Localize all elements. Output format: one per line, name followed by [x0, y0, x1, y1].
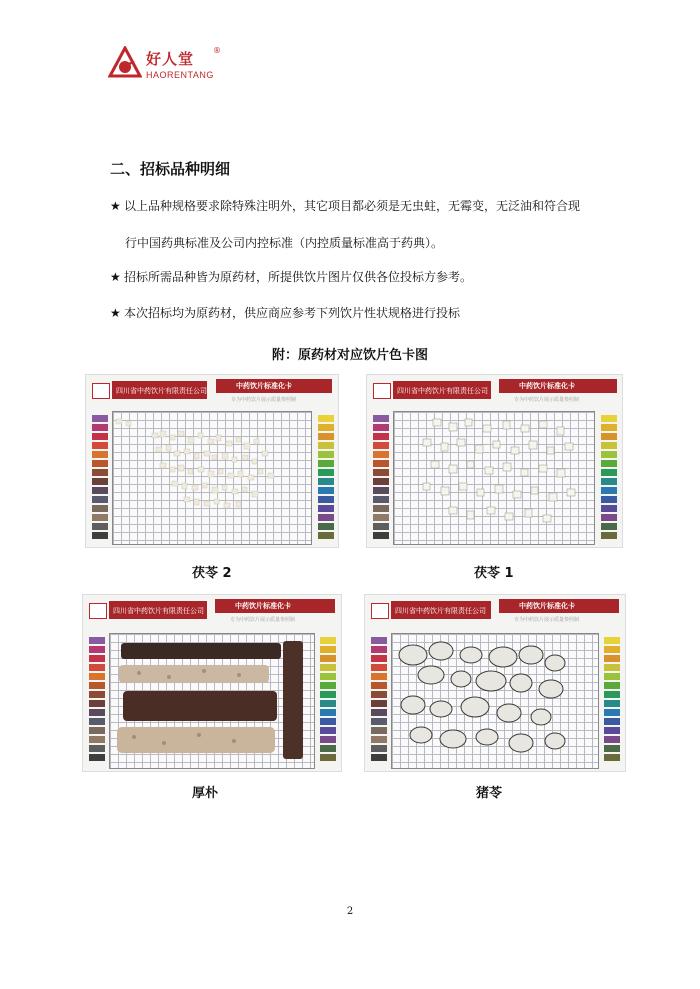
color-swatch [92, 487, 108, 494]
color-card-fuling1 [366, 374, 623, 548]
color-swatch [92, 523, 108, 530]
star-icon: ★ [110, 270, 121, 284]
color-swatch [371, 718, 387, 725]
caption-houpu: 厚朴 [192, 786, 219, 801]
card-logo-icon [373, 383, 391, 399]
specimen-fuling-cubes [393, 411, 593, 543]
color-swatch [89, 700, 105, 707]
card-logo-icon [89, 603, 107, 619]
color-swatch [371, 673, 387, 680]
color-swatches-right [320, 637, 336, 763]
color-swatch [373, 505, 389, 512]
color-swatch [604, 718, 620, 725]
color-swatch [89, 637, 105, 644]
color-swatch [604, 664, 620, 671]
color-swatch [89, 745, 105, 752]
color-swatch [601, 505, 617, 512]
color-swatch [89, 727, 105, 734]
color-swatch [371, 727, 387, 734]
color-swatches-right [601, 415, 617, 541]
color-swatches-left [373, 415, 389, 541]
color-swatch [318, 424, 334, 431]
bullet-3 [110, 306, 460, 320]
card-logo-icon [92, 383, 110, 399]
bullet-3-text: 本次招标均为原药材，供应商应参考下列饮片性状规格进行投标 [124, 306, 461, 320]
color-swatch [318, 532, 334, 539]
card-company: 四川省中药饮片有限责任公司 [113, 607, 204, 615]
color-swatch [604, 736, 620, 743]
color-swatch [371, 754, 387, 761]
color-swatch [92, 496, 108, 503]
color-swatch [371, 736, 387, 743]
color-swatch [371, 745, 387, 752]
color-swatch [320, 655, 336, 662]
color-swatch [89, 664, 105, 671]
color-swatch [604, 700, 620, 707]
card-title: 中药饮片标准化卡 [519, 382, 575, 390]
card-company: 四川省中药饮片有限责任公司 [397, 387, 488, 395]
color-swatch [320, 637, 336, 644]
card-company: 四川省中药饮片有限责任公司 [395, 607, 486, 615]
color-swatch [92, 532, 108, 539]
color-swatch [371, 709, 387, 716]
color-swatch [92, 505, 108, 512]
logo-mark-icon [108, 46, 142, 80]
color-swatch [601, 514, 617, 521]
color-swatch [371, 664, 387, 671]
color-swatch [371, 682, 387, 689]
card-subtitle: 专为中药饮片展示质量参照制 [231, 397, 297, 403]
color-swatches-left [92, 415, 108, 541]
color-swatch [92, 424, 108, 431]
bullet-1-continuation: 行中国药典标准及公司内控标准（内控质量标准高于药典）。 [125, 236, 444, 250]
color-swatches-left [89, 637, 105, 763]
color-swatch [371, 637, 387, 644]
color-swatch [89, 754, 105, 761]
color-swatch [601, 433, 617, 440]
card-subtitle: 专为中药饮片展示质量参照制 [514, 617, 580, 623]
caption-fuling2: 茯苓 2 [192, 566, 232, 581]
card-title: 中药饮片标准化卡 [236, 382, 292, 390]
logo-name-cn: 好人堂 [146, 50, 195, 68]
color-swatch [320, 664, 336, 671]
specimen-houpu-bark [109, 633, 313, 767]
color-swatch [318, 460, 334, 467]
color-swatch [373, 424, 389, 431]
color-swatch [604, 637, 620, 644]
color-swatch [320, 718, 336, 725]
color-swatch [320, 646, 336, 653]
color-swatch [92, 451, 108, 458]
card-logo-icon [371, 603, 389, 619]
color-swatch [318, 505, 334, 512]
color-swatch [92, 442, 108, 449]
color-swatch [373, 487, 389, 494]
color-swatch [371, 655, 387, 662]
color-swatch [601, 496, 617, 503]
color-swatch [601, 442, 617, 449]
color-card-zhuling [364, 594, 626, 772]
color-swatch [373, 478, 389, 485]
color-swatch [92, 415, 108, 422]
card-title: 中药饮片标准化卡 [519, 602, 575, 610]
color-swatches-right [604, 637, 620, 763]
color-swatch [92, 469, 108, 476]
color-swatch [373, 532, 389, 539]
bullet-1 [110, 199, 580, 213]
color-swatch [89, 736, 105, 743]
color-swatch [320, 682, 336, 689]
color-swatch [601, 478, 617, 485]
color-swatch [92, 514, 108, 521]
color-swatch [318, 442, 334, 449]
color-swatch [92, 478, 108, 485]
color-swatch [320, 709, 336, 716]
card-title: 中药饮片标准化卡 [235, 602, 291, 610]
color-swatches-right [318, 415, 334, 541]
color-swatch [373, 415, 389, 422]
color-swatch [320, 727, 336, 734]
color-swatch [89, 682, 105, 689]
color-swatch [89, 673, 105, 680]
color-swatch [371, 646, 387, 653]
color-swatch [373, 460, 389, 467]
figure-title: 附：原药材对应饮片色卡图 [271, 348, 428, 363]
color-swatch [601, 451, 617, 458]
color-swatch [318, 433, 334, 440]
color-swatch [92, 433, 108, 440]
color-swatch [604, 673, 620, 680]
caption-fuling1: 茯苓 1 [474, 566, 514, 581]
color-swatch [89, 655, 105, 662]
color-swatch [604, 691, 620, 698]
color-swatch [318, 514, 334, 521]
color-swatch [318, 496, 334, 503]
bullet-1-text: 以上品种规格要求除特殊注明外，其它项目都必须是无虫蛀，无霉变，无泛油和符合现 [124, 199, 581, 213]
color-swatch [320, 673, 336, 680]
color-swatch [604, 754, 620, 761]
color-swatch [320, 754, 336, 761]
color-swatch [318, 451, 334, 458]
card-subtitle: 专为中药饮片展示质量参照制 [230, 617, 296, 623]
color-swatches-left [371, 637, 387, 763]
color-card-fuling2 [85, 374, 339, 548]
color-swatch [373, 514, 389, 521]
caption-zhuling: 猪苓 [476, 786, 503, 801]
specimen-fuling-cubes [112, 411, 310, 543]
color-swatch [89, 718, 105, 725]
color-card-houpu [82, 594, 342, 772]
color-swatch [601, 469, 617, 476]
color-swatch [320, 745, 336, 752]
company-logo [108, 46, 238, 86]
color-swatch [373, 469, 389, 476]
specimen-zhuling-pieces [391, 633, 597, 767]
color-swatch [601, 487, 617, 494]
color-swatch [371, 700, 387, 707]
color-swatch [373, 451, 389, 458]
color-swatch [373, 496, 389, 503]
color-swatch [318, 523, 334, 530]
page-number: 2 [346, 906, 354, 917]
color-swatch [89, 646, 105, 653]
color-swatch [318, 478, 334, 485]
color-swatch [601, 460, 617, 467]
bullet-2 [110, 270, 472, 284]
color-swatch [373, 433, 389, 440]
color-swatch [89, 709, 105, 716]
star-icon: ★ [110, 306, 121, 320]
star-icon: ★ [110, 199, 121, 213]
color-swatch [604, 646, 620, 653]
color-swatch [601, 424, 617, 431]
color-swatch [371, 691, 387, 698]
color-swatch [601, 523, 617, 530]
color-swatch [318, 415, 334, 422]
logo-name-en: HAORENTANG [146, 70, 214, 80]
color-swatch [604, 655, 620, 662]
color-swatch [604, 709, 620, 716]
color-swatch [601, 532, 617, 539]
color-swatch [320, 736, 336, 743]
color-swatch [604, 682, 620, 689]
color-swatch [604, 727, 620, 734]
color-swatch [373, 523, 389, 530]
color-swatch [320, 700, 336, 707]
card-subtitle: 专为中药饮片展示质量参照制 [514, 397, 580, 403]
color-swatch [320, 691, 336, 698]
color-swatch [604, 745, 620, 752]
color-swatch [318, 487, 334, 494]
color-swatch [601, 415, 617, 422]
color-swatch [318, 469, 334, 476]
color-swatch [373, 442, 389, 449]
card-company: 四川省中药饮片有限责任公司 [116, 387, 207, 395]
bullet-2-text: 招标所需品种皆为原药材，所提供饮片图片仅供各位投标方参考。 [124, 270, 473, 284]
logo-registered-mark: ® [213, 46, 221, 55]
section-title: 二、招标品种明细 [110, 160, 231, 178]
color-swatch [92, 460, 108, 467]
color-swatch [89, 691, 105, 698]
